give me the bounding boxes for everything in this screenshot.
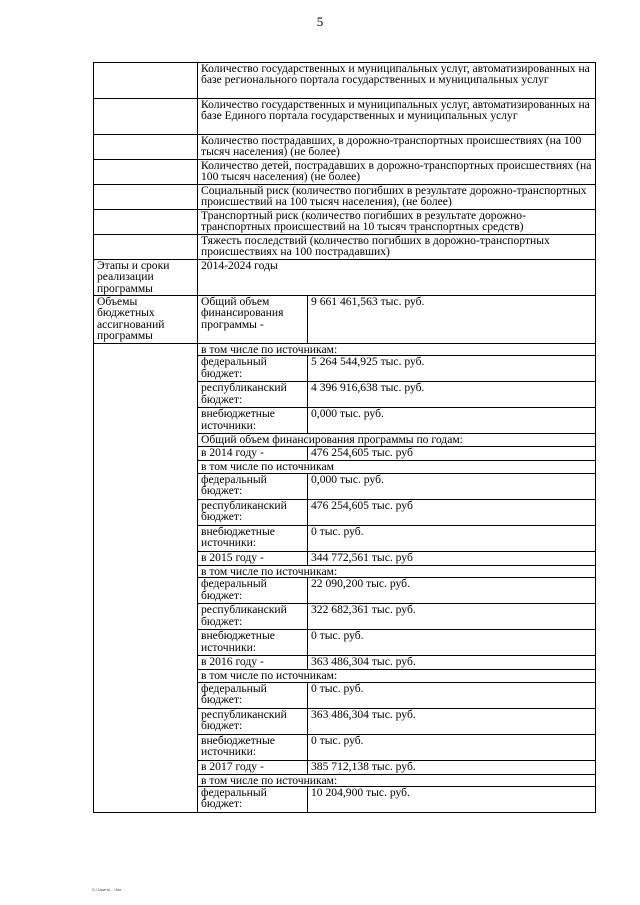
year-sources-heading-text: в том числе по источникам: <box>198 774 596 786</box>
indicator-text: Социальный риск (количество погибших в результате дорожно-транспортных происшествий на 100 тысяч населения), (не более) <box>198 185 596 210</box>
source-value: 344 772,561 тыс. руб <box>308 551 596 565</box>
budget-total-label: Общий объем финансирования программы - <box>198 296 308 344</box>
financing-breakdown <box>94 344 596 813</box>
sources-heading-text: в том числе по источникам: <box>198 344 596 356</box>
indicator-text: Количество государственных и муниципальных услуг, автоматизированных на базе Единого портала государственных и муниципальных услуг <box>198 99 596 135</box>
indicator-row <box>94 235 596 260</box>
source-label: республиканский бюджет: <box>198 604 308 630</box>
year-sources-heading-text: в том числе по источникам: <box>198 670 596 682</box>
source-label: внебюджетные источники: <box>198 734 308 760</box>
source-value: 476 254,605 тыс. руб <box>308 447 596 461</box>
source-label: в 2014 году - <box>198 447 308 461</box>
source-value: 0 тыс. руб. <box>308 734 596 760</box>
source-value: 10 204,900 тыс. руб. <box>308 787 596 813</box>
indicator-text: Транспортный риск (количество погибших в результате дорожно-транспортных происшествий на 10 тысяч транспортных средств) <box>198 210 596 235</box>
indicator-row <box>94 210 596 235</box>
source-label: федеральный бюджет: <box>198 578 308 604</box>
budget-label: Объемы бюджетных ассигнований программы <box>94 296 198 344</box>
source-value: 0 тыс. руб. <box>308 525 596 551</box>
source-label: федеральный бюджет: <box>198 473 308 499</box>
source-value: 385 712,138 тыс. руб. <box>308 760 596 774</box>
program-passport-table <box>93 62 596 813</box>
source-value: 0,000 тыс. руб. <box>308 408 596 434</box>
indicator-text: Количество государственных и муниципальных услуг, автоматизированных на базе регионального портала государственных и муниципальных услуг <box>198 63 596 99</box>
source-value: 5 264 544,925 тыс. руб. <box>308 356 596 382</box>
source-label: федеральный бюджет: <box>198 356 308 382</box>
source-value: 0 тыс. руб. <box>308 682 596 708</box>
source-label: республиканский бюджет: <box>198 708 308 734</box>
source-label: внебюджетные источники: <box>198 525 308 551</box>
budget-total-row <box>94 296 596 344</box>
source-value: 476 254,605 тыс. руб <box>308 499 596 525</box>
source-value: 363 486,304 тыс. руб. <box>308 708 596 734</box>
source-label: в 2017 году - <box>198 760 308 774</box>
sources-heading <box>94 344 596 356</box>
indicator-text: Количество детей, пострадавших в дорожно-транспортных происшествиях (на 100 тысяч населения) (не более) <box>198 160 596 185</box>
source-label: в 2015 году - <box>198 551 308 565</box>
source-label: внебюджетные источники: <box>198 408 308 434</box>
stages-value: 2014-2024 годы <box>198 260 596 296</box>
source-value: 0,000 тыс. руб. <box>308 473 596 499</box>
source-value: 22 090,200 тыс. руб. <box>308 578 596 604</box>
source-value: 4 396 916,638 тыс. руб. <box>308 382 596 408</box>
stages-row <box>94 260 596 296</box>
indicator-row <box>94 160 596 185</box>
indicator-text: Тяжесть последствий (количество погибших в дорожно-транспортных происшествиях на 100 пострадавших) <box>198 235 596 260</box>
source-label: республиканский бюджет: <box>198 382 308 408</box>
indicator-row <box>94 63 596 99</box>
source-label: федеральный бюджет: <box>198 682 308 708</box>
footer-mark: C:\Users\...\file <box>92 887 122 892</box>
year-sources-heading-text: в том числе по источникам: <box>198 565 596 577</box>
stages-label: Этапы и сроки реализации программы <box>94 260 198 296</box>
indicator-text: Количество пострадавших, в дорожно-транспортных происшествиях (на 100 тысяч населения) (не более) <box>198 135 596 160</box>
indicator-row <box>94 185 596 210</box>
left-empty-cell <box>94 344 198 813</box>
source-label: в 2016 году - <box>198 656 308 670</box>
source-value: 322 682,361 тыс. руб. <box>308 604 596 630</box>
page-number: 5 <box>316 14 324 29</box>
source-value: 0 тыс. руб. <box>308 630 596 656</box>
source-label: республиканский бюджет: <box>198 499 308 525</box>
by-years-heading-text: Общий объем финансирования программы по годам: <box>198 434 596 447</box>
source-label: федеральный бюджет: <box>198 787 308 813</box>
source-value: 363 486,304 тыс. руб. <box>308 656 596 670</box>
budget-total-value: 9 661 461,563 тыс. руб. <box>308 296 596 344</box>
source-label: внебюджетные источники: <box>198 630 308 656</box>
indicator-row <box>94 135 596 160</box>
indicator-row <box>94 99 596 135</box>
year-sources-heading-text: в том числе по источникам <box>198 461 596 473</box>
